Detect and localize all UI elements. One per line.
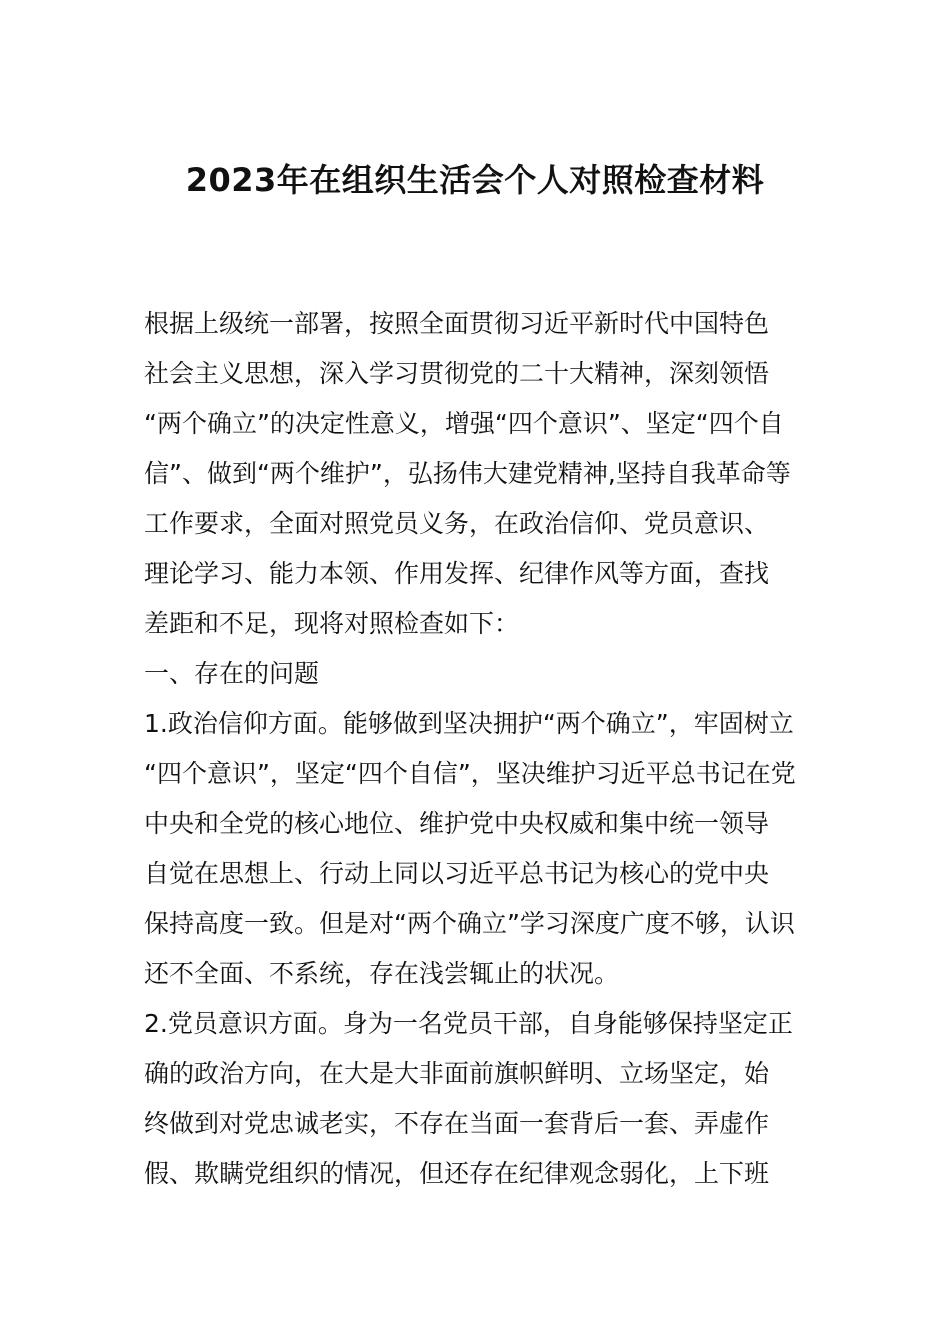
body-line: “四个意识”，坚定“四个自信”，坚决维护习近平总书记在党 [144, 759, 796, 788]
body-line: 信”、做到“两个维护”，弘扬伟大建党精神,坚持自我革命等 [144, 459, 791, 488]
body-line: 2.党员意识方面。身为一名党员干部，自身能够保持坚定正 [144, 1009, 793, 1038]
body-line: 差距和不足，现将对照检查如下： [144, 609, 520, 638]
body-line: 中央和全党的核心地位、维护党中央权威和集中统一领导 [144, 809, 770, 838]
body-line: 根据上级统一部署，按照全面贯彻习近平新时代中国特色 [144, 309, 770, 338]
body-line: 自觉在思想上、行动上同以习近平总书记为核心的党中央 [144, 859, 770, 888]
body-line: 工作要求，全面对照党员义务，在政治信仰、党员意识、 [144, 509, 770, 538]
body-line: 理论学习、能力本领、作用发挥、纪律作风等方面，查找 [144, 559, 770, 588]
body-line: “两个确立”的决定性意义，增强“四个意识”、坚定“四个自 [144, 409, 784, 438]
body-line: 1.政治信仰方面。能够做到坚决拥护“两个确立”，牢固树立 [144, 709, 794, 738]
document-body [144, 299, 810, 1199]
body-line: 社会主义思想，深入学习贯彻党的二十大精神，深刻领悟 [144, 359, 770, 388]
section-heading: 一、存在的问题 [144, 659, 320, 688]
body-line: 假、欺瞒党组织的情况，但还存在纪律观念弱化，上下班 [144, 1159, 770, 1188]
body-line: 终做到对党忠诚老实，不存在当面一套背后一套、弄虚作 [144, 1109, 770, 1138]
document-title: 2023年在组织生活会个人对照检查材料 [185, 161, 765, 199]
body-line: 确的政治方向，在大是大非面前旗帜鲜明、立场坚定，始 [144, 1059, 770, 1088]
body-line: 保持高度一致。但是对“两个确立”学习深度广度不够，认识 [144, 909, 795, 938]
body-line: 还不全面、不系统，存在浅尝辄止的状况。 [144, 959, 620, 988]
